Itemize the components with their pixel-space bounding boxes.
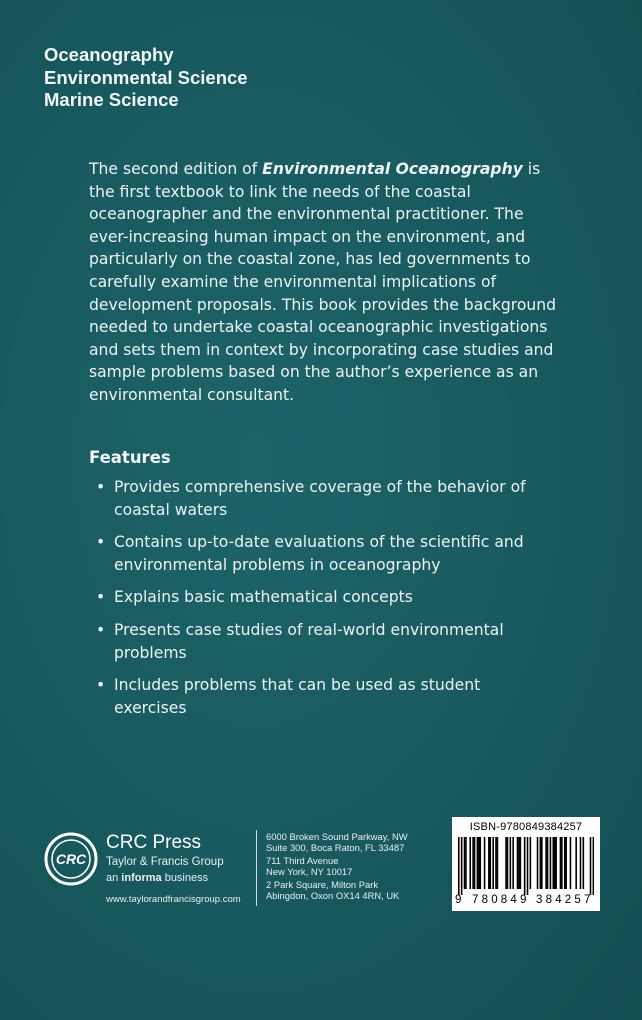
barcode-first-digit: 9 [455, 894, 462, 906]
barcode-bar [505, 837, 507, 889]
feature-text: Provides comprehensive coverage of the behavior of coastal waters [114, 478, 526, 519]
bullet-icon: • [96, 478, 106, 496]
barcode-bar [555, 837, 557, 889]
barcode-bar [474, 837, 476, 889]
barcode-bar [478, 837, 480, 889]
barcode-bar [495, 837, 497, 889]
category-oceanography: Oceanography [44, 44, 174, 65]
crc-logo-icon [44, 832, 98, 886]
barcode-bar [593, 837, 594, 895]
publisher-website: www.taylorandfrancisgroup.com [106, 894, 241, 905]
barcode-bar [561, 837, 563, 889]
barcode-left-group: 780849 [472, 894, 530, 906]
category-environmental-science: Environmental Science [44, 66, 248, 88]
barcode-bar [507, 837, 509, 889]
barcode-bar [492, 837, 494, 889]
barcode-bar [465, 837, 467, 889]
feature-item [96, 531, 536, 576]
barcode-right-group: 384257 [536, 894, 594, 906]
address-line: 2 Park Square, Milton Park [266, 878, 379, 890]
business-suffix: business [161, 872, 209, 884]
description-body: is the first textbook to link the needs of the coastal oceanographer and the environmental practitioner. The ever-increasing human impact on the environment, and particularly on the coastal zone, has led governments to carefully examine the environmental implications of development proposals. This book provides the background needed to undertake coastal oceanographic investigations and sets them in context by incorporating case studies and sample problems based on the author’s experience as an environmental consultant. [89, 160, 557, 404]
barcode-bar [472, 837, 474, 889]
feature-text: Includes problems that can be used as student exercises [114, 676, 481, 717]
barcode-bar [479, 837, 481, 889]
barcode-bar [489, 837, 491, 889]
business-prefix: an [106, 872, 122, 884]
publisher-divider [256, 830, 257, 906]
description-paragraph [89, 158, 559, 407]
barcode-bar [510, 837, 512, 889]
barcode-bar [518, 837, 520, 889]
address-new-york [266, 855, 408, 878]
barcode-bar [580, 837, 582, 889]
barcode-bar [541, 837, 543, 889]
barcode-bar [560, 837, 562, 889]
barcode-bar [484, 837, 486, 889]
description-lead: The second edition of [89, 160, 263, 178]
address-line: 711 Third Avenue [266, 854, 339, 866]
barcode-bar [512, 837, 514, 889]
barcode-bar [477, 837, 479, 889]
barcode-bar [461, 837, 463, 895]
publisher-addresses [266, 831, 408, 902]
barcode-bar [540, 837, 542, 889]
barcode-bar [590, 837, 592, 895]
bullet-icon: • [96, 533, 106, 552]
feature-item [96, 619, 536, 664]
publisher-name: CRC Press [106, 832, 202, 853]
barcode-bar [547, 837, 549, 889]
barcode-bar [564, 837, 566, 889]
book-description [89, 158, 559, 407]
feature-text: Presents case studies of real-world environmental problems [114, 620, 504, 662]
crc-logo-text: CRC [55, 851, 87, 867]
barcode-bar [517, 837, 519, 889]
features-list [96, 476, 536, 729]
barcode-bar [570, 837, 572, 889]
feature-text: Explains basic mathematical concepts [114, 588, 413, 607]
barcode-bar [497, 837, 499, 889]
barcode-bar [550, 837, 552, 889]
feature-text: Contains up-to-date evaluations of the scientific and environmental problems in oceanography [114, 533, 524, 574]
isbn-barcode [452, 817, 600, 911]
bullet-icon: • [96, 588, 106, 607]
barcode-bar [545, 837, 547, 889]
barcode-bar [583, 837, 585, 889]
feature-item [96, 586, 536, 609]
subject-categories [44, 44, 248, 112]
barcode-bar [524, 837, 526, 895]
barcode-bar [530, 837, 532, 889]
address-line: Abingdon, Oxon OX14 4RN, UK [266, 890, 400, 902]
barcode-bar [554, 837, 556, 889]
book-title: Environmental Oceanography [262, 160, 523, 178]
publisher-business [106, 872, 208, 884]
barcode-bar [520, 837, 522, 889]
barcode-bars [458, 837, 594, 895]
barcode-bar [575, 837, 577, 889]
category-marine-science: Marine Science [44, 89, 179, 110]
barcode-bar [527, 837, 529, 895]
barcode-bar [469, 837, 471, 889]
business-brand: informa [121, 872, 162, 884]
feature-item [96, 674, 536, 719]
barcode-bar [458, 837, 460, 895]
address-line: Suite 300, Boca Raton, FL 33487 [266, 842, 405, 854]
bullet-icon: • [96, 676, 106, 695]
isbn-label: ISBN-9780849384257 [469, 821, 583, 833]
barcode-bar [488, 837, 490, 889]
publisher-group: Taylor & Francis Group [106, 856, 224, 868]
publisher-block [44, 826, 249, 906]
barcode-bar [464, 837, 466, 889]
address-line: New York, NY 10017 [266, 866, 353, 878]
barcode-bar [552, 837, 554, 889]
address-line: 6000 Broken Sound Parkway, NW [266, 831, 408, 842]
address-abingdon [266, 879, 408, 902]
bullet-icon: • [96, 620, 106, 639]
barcode-bar [537, 837, 539, 889]
feature-item [96, 476, 536, 521]
address-boca-raton [266, 831, 408, 854]
barcode-bar [565, 837, 567, 889]
features-heading: Features [89, 448, 171, 467]
